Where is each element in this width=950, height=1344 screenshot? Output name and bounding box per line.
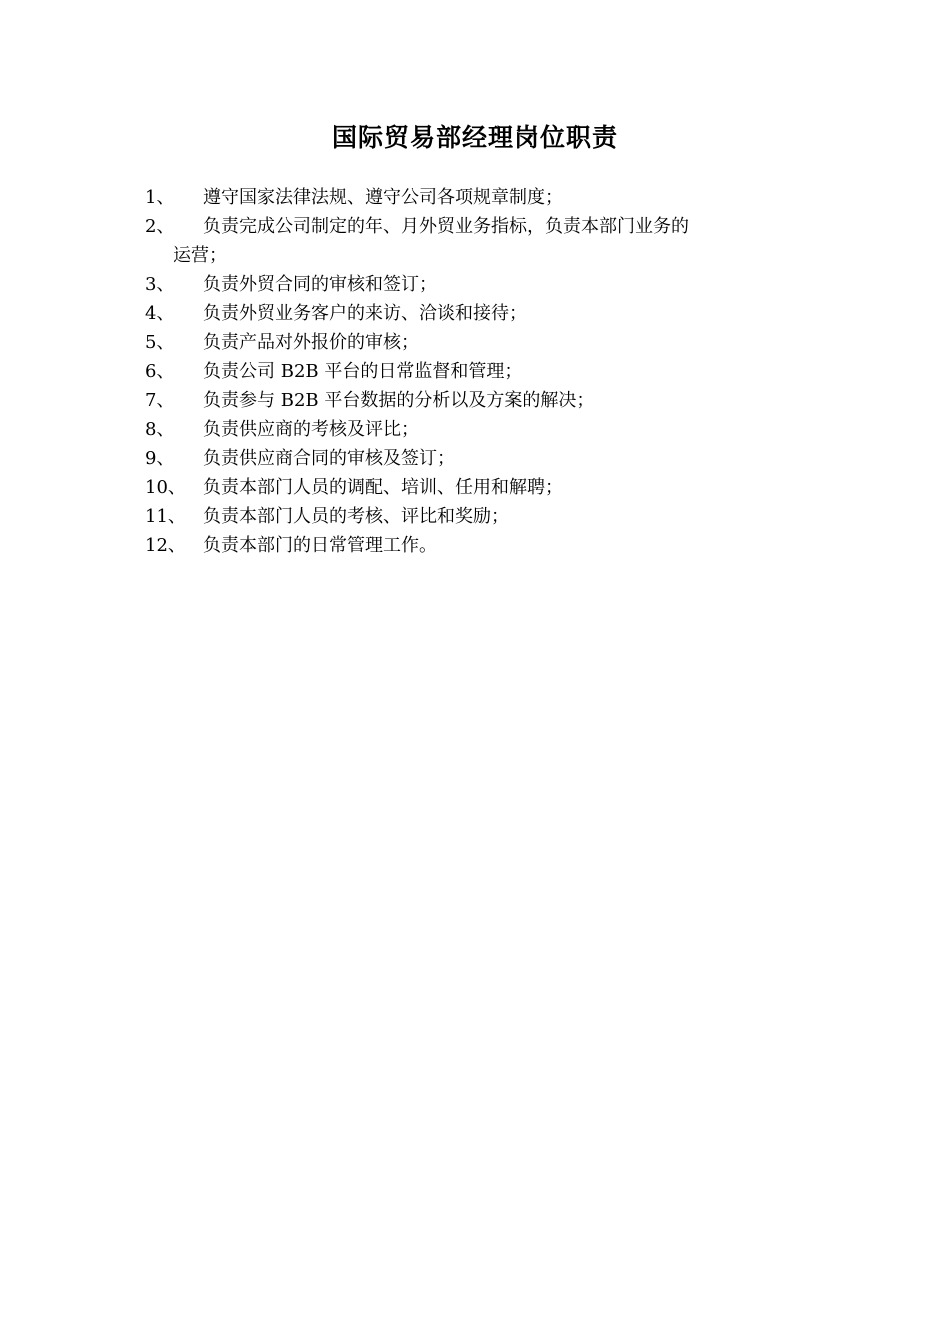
item-number: 12、 <box>145 535 186 556</box>
item-number: 5、 <box>145 332 175 353</box>
item-number: 1、 <box>145 187 175 208</box>
list-item <box>145 415 825 444</box>
item-text: 负责本部门人员的调配、培训、任用和解聘； <box>203 477 563 498</box>
item-text: 负责公司 B2B 平台的日常监督和管理； <box>203 361 523 382</box>
list-item <box>145 473 825 502</box>
list-item <box>145 270 825 299</box>
list-item <box>145 531 825 560</box>
list-item <box>145 299 825 328</box>
item-number: 9、 <box>145 448 175 469</box>
document-title: 国际贸易部经理岗位职责 <box>331 123 618 152</box>
item-text: 负责外贸合同的审核和签订； <box>203 274 437 295</box>
item-number: 6、 <box>145 361 175 382</box>
list-item <box>145 357 825 386</box>
item-text: 负责本部门的日常管理工作。 <box>203 535 437 556</box>
list-item <box>145 502 825 531</box>
item-text: 负责供应商合同的审核及签订； <box>203 448 455 469</box>
item-number: 8、 <box>145 419 175 440</box>
item-text: 负责完成公司制定的年、月外贸业务指标，负责本部门业务的 <box>203 216 689 237</box>
list-item <box>145 212 825 241</box>
item-continuation: 运营； <box>173 245 227 266</box>
item-text: 负责供应商的考核及评比； <box>203 419 419 440</box>
item-number: 3、 <box>145 274 175 295</box>
item-number: 11、 <box>145 506 186 527</box>
item-number: 10、 <box>145 477 186 498</box>
item-number: 4、 <box>145 303 175 324</box>
item-number: 2、 <box>145 216 175 237</box>
list-item <box>145 386 825 415</box>
list-item <box>145 328 825 357</box>
duty-list <box>145 183 825 560</box>
item-text: 负责本部门人员的考核、评比和奖励； <box>203 506 509 527</box>
list-item <box>145 444 825 473</box>
list-item <box>145 183 825 212</box>
item-text: 遵守国家法律法规、遵守公司各项规章制度； <box>203 187 563 208</box>
item-number: 7、 <box>145 390 175 411</box>
item-text: 负责参与 B2B 平台数据的分析以及方案的解决； <box>203 390 595 411</box>
item-text: 负责产品对外报价的审核； <box>203 332 419 353</box>
item-text: 负责外贸业务客户的来访、洽谈和接待； <box>203 303 527 324</box>
